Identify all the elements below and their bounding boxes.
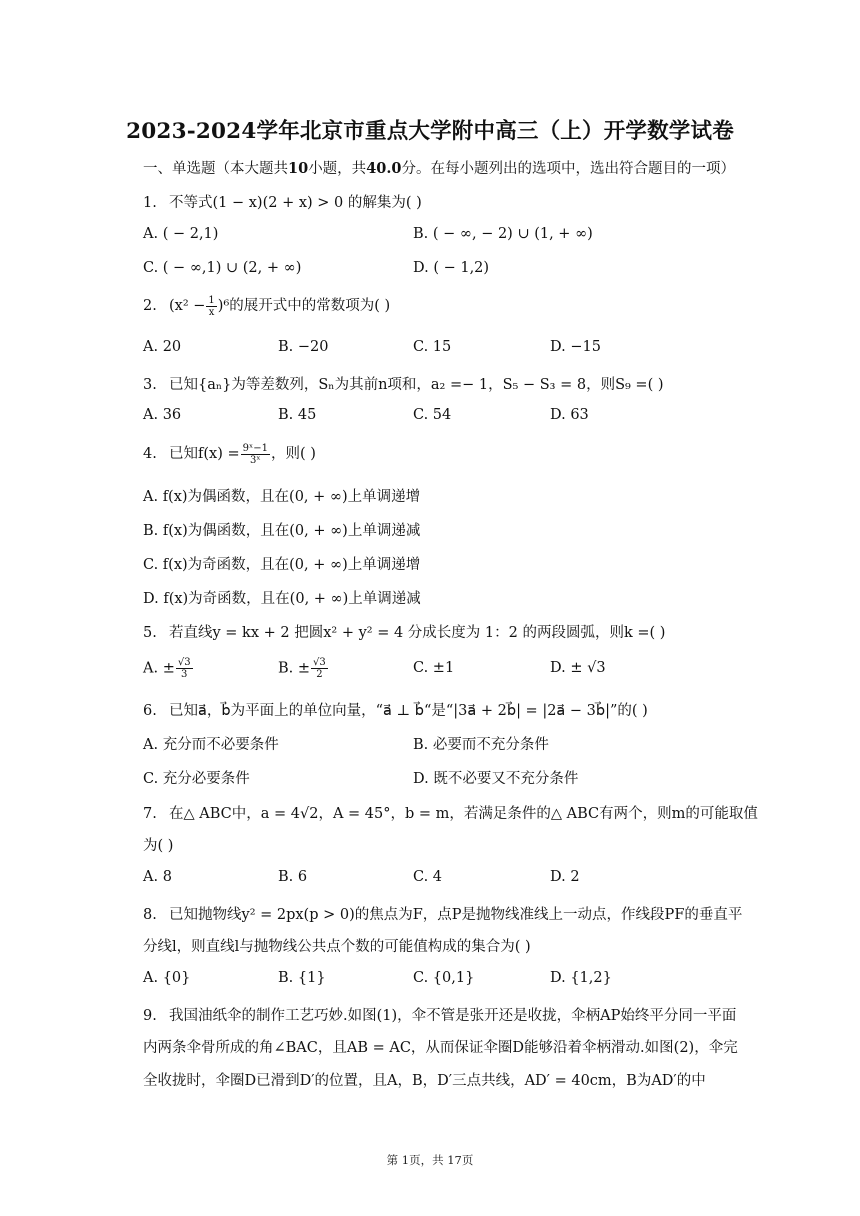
- question-7: 7. 在△ ABC中，a = 4√2，A = 45°，b = m，若满足条件的△ ABC有两个，则m的可能取值: [143, 806, 758, 822]
- option-d: D. {1,2}: [550, 970, 612, 986]
- fraction: $\frac{√3}{3}$: [177, 657, 191, 680]
- option-b: B. ± $\frac{√3}{2}$: [278, 657, 326, 680]
- option-d: D. 2: [550, 869, 580, 885]
- option-c: C. ( − ∞,1) ∪ (2, + ∞): [143, 260, 302, 276]
- option-a: A. 充分而不必要条件: [143, 737, 279, 753]
- option-b: B. 45: [278, 407, 317, 423]
- total-score: 40.0: [366, 160, 402, 177]
- option-c: C. {0,1}: [413, 970, 475, 986]
- question-9: 9. 我国油纸伞的制作工艺巧妙.如图(1)，伞不管是张开还是收拢，伞柄AP始终平分同一平面: [143, 1008, 737, 1024]
- option-d: D. 既不必要又不充分条件: [413, 771, 579, 787]
- question-stem: 在△ ABC中，a = 4√2，A = 45°，b = m，若满足条件的△ ABC有两个，则m的可能取值: [169, 806, 758, 822]
- page-title: 2023-2024学年北京市重点大学附中高三（上）开学数学试卷: [126, 119, 734, 144]
- question-stem: 不等式(1 − x)(2 + x) > 0 的解集为( ): [169, 195, 422, 211]
- question-6: 6. 已知a⃗，b⃗为平面上的单位向量，“a⃗ ⊥ b⃗“是“|3a⃗ + 2b⃗| = |2a⃗ − 3b⃗|”的( ): [143, 703, 648, 719]
- option-c: C. 15: [413, 339, 452, 355]
- option-a: A. 36: [143, 407, 182, 423]
- question-count: 10: [288, 160, 309, 177]
- question-stem: 我国油纸伞的制作工艺巧妙.如图(1)，伞不管是张开还是收拢，伞柄AP始终平分同一平面: [169, 1008, 737, 1024]
- section-heading: 一、单选题（本大题共10小题，共40.0分。在每小题列出的选项中，选出符合题目的一项）: [143, 160, 736, 177]
- option-a: A. 20: [143, 339, 182, 355]
- question-stem: 已知a⃗，b⃗为平面上的单位向量，“a⃗ ⊥ b⃗“是“|3a⃗ + 2b⃗| = |2a⃗ − 3b⃗|”的( ): [169, 703, 648, 719]
- question-5: 5. 若直线y = kx + 2 把圆x² + y² = 4 分成长度为 1：2 的两段圆弧，则k =( ): [143, 625, 666, 641]
- option-b: B. 6: [278, 869, 308, 885]
- option-c: C. ±1: [413, 660, 455, 676]
- option-c: C. 4: [413, 869, 443, 885]
- question-stem: 已知抛物线y² = 2px(p > 0)的焦点为F，点P是抛物线准线上一动点，作线段PF的垂直平: [169, 907, 743, 923]
- question-1: 1. 不等式(1 − x)(2 + x) > 0 的解集为( ): [143, 195, 422, 211]
- fraction: $\frac{1}{x}$: [208, 294, 215, 318]
- option-a: A. ( − 2,1): [143, 226, 219, 242]
- option-b: B. 必要而不充分条件: [413, 737, 549, 753]
- option-a: A. 8: [143, 869, 172, 885]
- question-4: 4. 已知f(x) = $\frac{\text{9ˣ−1}}{\text{3ˣ}}$ ，则( ): [143, 442, 316, 466]
- question-9-line-3: 全收拢时，伞圈D已滑到D′的位置，且A，B，D′三点共线，AD′ = 40cm，B为AD′的中: [143, 1073, 706, 1089]
- option-b: B. {1}: [278, 970, 326, 986]
- option-d: D. −15: [550, 339, 601, 355]
- option-c: C. 充分必要条件: [143, 771, 250, 787]
- option-b: B. −20: [278, 339, 329, 355]
- option-a: A. ± $\frac{√3}{3}$: [143, 657, 191, 680]
- question-8-continued: 分线l，则直线l与抛物线公共点个数的可能值构成的集合为( ): [143, 939, 531, 955]
- option-d: D. 63: [550, 407, 589, 423]
- option-d: D. ( − 1,2): [413, 260, 490, 276]
- question-7-continued: 为( ): [143, 838, 174, 854]
- option-c: C. f(x)为奇函数，且在(0, + ∞)上单调递增: [143, 557, 421, 573]
- question-stem: 已知{aₙ}为等差数列，Sₙ为其前n项和，a₂ =− 1，S₅ − S₃ = 8，则S₉ =( ): [169, 377, 664, 393]
- option-d: D. ± √3: [550, 660, 606, 676]
- question-9-line-2: 内两条伞骨所成的角∠BAC，且AB = AC，从而保证伞圈D能够沿着伞柄滑动.如图(2)，伞完: [143, 1040, 738, 1056]
- question-stem: 若直线y = kx + 2 把圆x² + y² = 4 分成长度为 1：2 的两段圆弧，则k =( ): [169, 625, 666, 641]
- option-b: B. f(x)为偶函数，且在(0, + ∞)上单调递减: [143, 523, 421, 539]
- question-3: 3. 已知{aₙ}为等差数列，Sₙ为其前n项和，a₂ =− 1，S₅ − S₃ = 8，则S₉ =( ): [143, 377, 664, 393]
- option-a: A. f(x)为偶函数，且在(0, + ∞)上单调递增: [143, 489, 421, 505]
- fraction: $\frac{\text{9ˣ−1}}{\text{3ˣ}}$: [242, 442, 268, 466]
- option-c: C. 54: [413, 407, 452, 423]
- question-2: 2. (x² − $\frac{1}{x}$ )⁶的展开式中的常数项为( ): [143, 294, 391, 318]
- page-footer: 第 1页，共 17页: [386, 1153, 474, 1167]
- option-a: A. {0}: [143, 970, 191, 986]
- fraction: $\frac{√3}{2}$: [313, 657, 326, 680]
- option-b: B. ( − ∞, − 2) ∪ (1, + ∞): [413, 226, 593, 242]
- question-8: 8. 已知抛物线y² = 2px(p > 0)的焦点为F，点P是抛物线准线上一动点，作线段PF的垂直平: [143, 907, 743, 923]
- option-d: D. f(x)为奇函数，且在(0, + ∞)上单调递减: [143, 591, 421, 607]
